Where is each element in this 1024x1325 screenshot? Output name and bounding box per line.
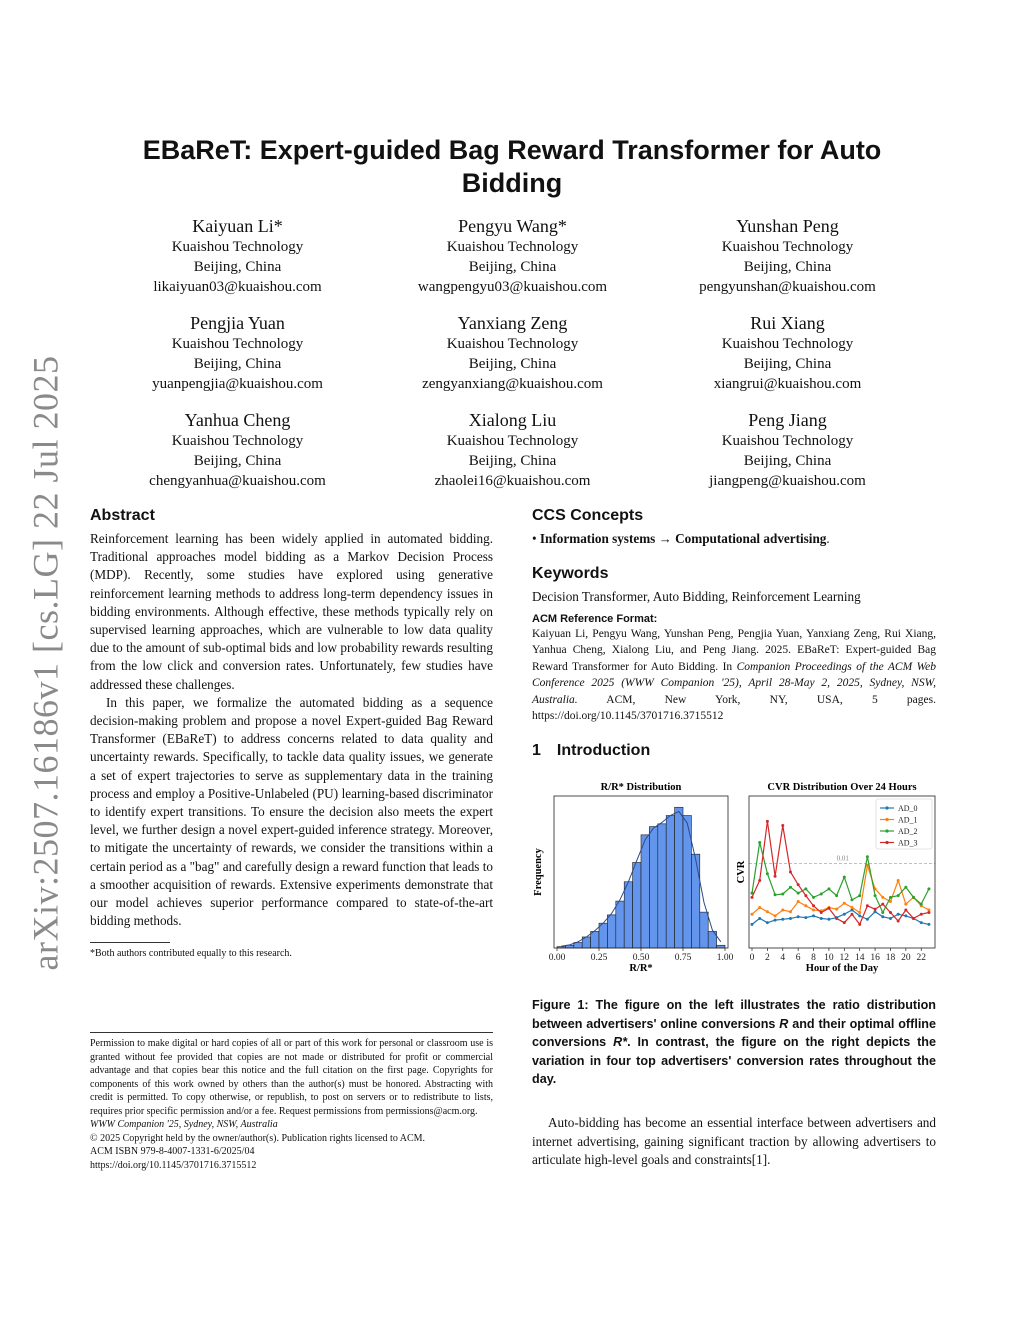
author-name: Xialong Liu [468, 410, 557, 430]
acm-ref-part-2: ACM, New York, NY, USA, 5 pages. https://doi.org/10.1145/3701716.3715512 [532, 693, 936, 723]
author-card [650, 409, 925, 506]
series-point [843, 902, 846, 905]
author-card [375, 312, 650, 409]
series-point [866, 856, 869, 859]
author-org: Kuaishou Technology [446, 239, 579, 255]
author-name: Peng Jiang [748, 410, 827, 430]
arrow-icon: → [658, 531, 672, 546]
series-point [789, 911, 792, 914]
series-point [843, 876, 846, 879]
author-card [375, 215, 650, 312]
permission-text: Permission to make digital or hard copies of all or part of this work for personal or classroom use is granted without fee provided that copies are not made or distributed for profit or commercial advantage and that copies bear this notice and the full citation on the first page. Copyrights for components of this work owned by others than the author(s) must be honored. Abstracting with credit is permitted. To copy otherwise, or republish, to post on servers or to redistribute to lists, requires prior specific permission and/or a fee. Request permissions from permissions@acm.org. [90, 1038, 493, 1117]
series-point [766, 922, 769, 925]
series-point [751, 913, 754, 916]
x-tick-label: 12 [839, 953, 850, 964]
series-point [858, 915, 861, 918]
series-point [920, 922, 923, 925]
author-email[interactable]: zhaolei16@kuaishou.com [434, 473, 591, 489]
histogram-bar [700, 913, 708, 949]
caption-part-1: Figure 1: The figure on the left illustrates the ratio distribution between advertisers' online conversions [532, 998, 936, 1031]
series-point [781, 918, 784, 921]
caption-part-2: and their optimal offline conversions [532, 1016, 937, 1050]
author-location: Beijing, China [193, 453, 282, 469]
footnote-rule [90, 942, 170, 943]
author-row [100, 312, 925, 409]
series-point [851, 899, 854, 902]
series-point [820, 917, 823, 920]
author-row [100, 215, 925, 312]
series-point [866, 905, 869, 908]
series-point [912, 917, 915, 920]
caption-symbol-rstar: R* [613, 1035, 628, 1050]
author-email[interactable]: chengyanhua@kuaishou.com [149, 473, 326, 489]
series-point [804, 905, 807, 908]
series-point [804, 888, 807, 891]
legend-marker [885, 830, 888, 833]
author-location: Beijing, China [468, 453, 557, 469]
series-point [858, 895, 861, 898]
author-org: Kuaishou Technology [446, 433, 579, 449]
series-point [751, 923, 754, 926]
histogram-bar [666, 816, 674, 948]
author-email[interactable]: xiangrui@kuaishou.com [713, 376, 862, 392]
x-tick-label: 0 [749, 953, 755, 964]
legend-marker [885, 841, 888, 844]
series-point [897, 895, 900, 898]
caption-symbol-r: R [779, 1016, 789, 1031]
series-point [897, 913, 900, 916]
ccs-heading: CCS Concepts [532, 507, 644, 524]
x-tick-label: 0.25 [590, 953, 608, 964]
series-point [858, 923, 861, 926]
author-email[interactable]: jiangpeng@kuaishou.com [709, 473, 866, 489]
series-point [827, 888, 830, 891]
series-line-ad-0 [752, 910, 929, 924]
author-location: Beijing, China [743, 356, 832, 372]
section-title: Introduction [556, 742, 651, 760]
series-point [912, 896, 915, 899]
x-tick-label: 1.00 [716, 953, 734, 964]
histogram-xlabel: R/R* [629, 963, 653, 975]
author-email[interactable]: yuanpengjia@kuaishou.com [152, 376, 323, 392]
series-point [758, 906, 761, 909]
series-point [758, 917, 761, 920]
series-point [889, 896, 892, 899]
histogram-title: R/R* Distribution [600, 782, 682, 794]
series-point [774, 894, 777, 897]
histogram-bar [624, 882, 632, 948]
series-point [789, 871, 792, 874]
x-tick-label: 8 [811, 953, 816, 964]
author-location: Beijing, China [193, 356, 282, 372]
series-point [774, 919, 777, 922]
author-location: Beijing, China [743, 453, 832, 469]
histogram-ylabel: Frequency [533, 848, 544, 897]
series-point [751, 896, 754, 899]
series-point [797, 884, 800, 887]
histogram-bar [591, 932, 599, 949]
arxiv-side-label [22, 355, 68, 971]
series-point [804, 917, 807, 920]
author-org: Kuaishou Technology [446, 336, 579, 352]
author-email[interactable]: zengyanxiang@kuaishou.com [422, 376, 603, 392]
author-name: Yanxiang Zeng [457, 313, 568, 333]
series-point [804, 895, 807, 898]
series-point [766, 820, 769, 823]
author-name: Yunshan Peng [736, 216, 839, 236]
author-location: Beijing, China [468, 356, 557, 372]
isbn-line: ACM ISBN 979-8-4007-1331-6/2025/04 [90, 1146, 255, 1157]
series-point [843, 922, 846, 925]
series-point [827, 907, 830, 910]
acm-ref-heading: ACM Reference Format: [532, 613, 658, 625]
series-point [758, 879, 761, 882]
author-org: Kuaishou Technology [171, 239, 304, 255]
author-row [100, 409, 925, 506]
series-point [797, 892, 800, 895]
series-point [835, 895, 838, 898]
series-point [766, 873, 769, 876]
author-name: Pengjia Yuan [190, 313, 285, 333]
legend-marker [885, 807, 888, 810]
author-card [100, 215, 375, 312]
series-point [774, 875, 777, 878]
series-point [851, 906, 854, 909]
series-point [881, 916, 884, 919]
series-point [904, 909, 907, 912]
series-point [835, 908, 838, 911]
series-point [781, 824, 784, 827]
permission-block [90, 1032, 493, 1172]
abstract-paragraph-2: In this paper, we formalize the automated bidding as a sequence decision-making problem and propose a novel Expert-guided Bag Reward Transformer (EBaReT) to address concerns related to data quality and uncertainty rewards. Specifically, to tackle data quality issues, we generate a set of expert trajectories to serve as supplementary data in the training process and employ a Positive-Unlabeled (PU) learning-based discriminator to identify expert transitions. To ensure the decision also meets the expert level, we further design a novel expert-guided inference strategy. Moreover, to mitigate the uncertainty of rewards, we consider the transitions within a certain period as a "bag" and carefully design a reward function that leads to a smoother acquisition of rewards. Extensive experiments demonstrate that our model achieves superior performance compared to state-of-the-art bidding methods. [90, 694, 493, 929]
author-org: Kuaishou Technology [171, 433, 304, 449]
series-point [766, 911, 769, 914]
abstract-heading: Abstract [90, 507, 155, 524]
author-card [100, 312, 375, 409]
histogram-bar [649, 827, 657, 948]
footnote: *Both authors contributed equally to this research. [90, 948, 292, 960]
x-tick-label: 6 [795, 953, 801, 964]
series-point [858, 911, 861, 914]
ccs-bullet: • [532, 531, 537, 546]
author-name: Rui Xiang [750, 313, 825, 333]
author-location: Beijing, China [468, 259, 557, 275]
line-chart-xlabel: Hour of the Day [805, 963, 879, 975]
series-point [797, 900, 800, 903]
x-tick-label: 10 [824, 953, 834, 964]
venue-line: WWW Companion '25, Sydney, NSW, Australia [90, 1119, 278, 1130]
reference-line-label: 0.01 [836, 854, 849, 863]
author-name: Yanhua Cheng [184, 410, 291, 430]
legend-label: AD_1 [898, 815, 918, 825]
legend-label: AD_0 [898, 804, 918, 814]
histogram-bar [717, 946, 725, 949]
author-card [650, 312, 925, 409]
series-point [904, 915, 907, 918]
x-tick-label: 18 [885, 953, 896, 964]
author-name: Kaiyuan Li* [192, 216, 283, 236]
series-point [897, 879, 900, 882]
section-number: 1 [532, 742, 541, 760]
author-block [100, 215, 925, 506]
doi-link[interactable]: https://doi.org/10.1145/3701716.3715512 [90, 1159, 257, 1171]
keywords-text: Decision Transformer, Auto Bidding, Reinforcement Learning [532, 589, 861, 604]
keywords-heading: Keywords [532, 565, 609, 582]
histogram-bar [607, 915, 615, 948]
series-point [789, 917, 792, 920]
intro-paragraph: Auto-bidding has become an essential interface between advertisers and internet advertising, gaining significant traction by allowing advertisers to articulate high-level goals and constraints[1]. [532, 1115, 936, 1167]
x-tick-label: 16 [870, 953, 880, 964]
ccs-item-b: Computational advertising [675, 531, 827, 546]
histogram-bar [691, 855, 699, 949]
legend-label: AD_3 [898, 838, 918, 848]
histogram-bar [599, 924, 607, 949]
line-chart-title: CVR Distribution Over 24 Hours [767, 782, 917, 794]
paper-title: EBaReT: Expert-guided Bag Reward Transformer for Auto Bidding [142, 135, 882, 198]
author-org: Kuaishou Technology [721, 336, 854, 352]
ccs-concepts [532, 530, 936, 548]
series-point [789, 886, 792, 889]
x-tick-label: 0.00 [548, 953, 566, 964]
author-card [650, 215, 925, 312]
acm-ref-text [532, 626, 936, 724]
series-point [812, 905, 815, 908]
author-location: Beijing, China [743, 259, 832, 275]
section-heading-intro [532, 742, 936, 760]
x-tick-label: 14 [854, 953, 865, 964]
series-point [866, 918, 869, 921]
series-point [851, 913, 854, 916]
histogram-bar [641, 835, 649, 948]
series-point [843, 913, 846, 916]
series-point [927, 888, 930, 891]
author-email[interactable]: likaiyuan03@kuaishou.com [153, 279, 322, 295]
series-point [897, 920, 900, 923]
acm-ref-part-1: Kaiyuan Li, Pengyu Wang, Yunshan Peng, Pengjia Yuan, Yanxiang Zeng, Rui Xiang, Yanhua Cheng, Xialong Liu, and Peng Jiang. 2025. EBaReT: Expert-guided Bag Reward Transformer for Auto Bidding. In [532, 628, 936, 673]
acm-ref-venue: Companion Proceedings of the ACM Web Conference 2025 (WWW Companion '25), April 28-May 2, 2025, Sydney, NSW, Australia. [532, 660, 937, 706]
histogram-bar [658, 824, 666, 948]
series-point [881, 896, 884, 899]
figure-1 [532, 776, 936, 976]
series-point [835, 917, 838, 920]
series-point [920, 913, 923, 916]
figure-1-caption [532, 996, 936, 1088]
copyright-line: © 2025 Copyright held by the owner/author(s). Publication rights licensed to ACM. [90, 1132, 426, 1144]
series-point [781, 909, 784, 912]
series-point [889, 911, 892, 914]
x-tick-label: 4 [780, 953, 786, 964]
line-chart-ylabel: CVR [736, 861, 747, 884]
author-card [100, 409, 375, 506]
series-point [812, 915, 815, 918]
series-point [927, 911, 930, 914]
series-point [920, 903, 923, 906]
left-column [90, 506, 493, 960]
series-point [904, 903, 907, 906]
series-point [874, 895, 877, 898]
author-location: Beijing, China [193, 259, 282, 275]
series-point [758, 841, 761, 844]
legend-label: AD_2 [898, 827, 918, 837]
series-point [827, 918, 830, 921]
author-email[interactable]: wangpengyu03@kuaishou.com [417, 279, 608, 295]
series-point [781, 893, 784, 896]
series-point [812, 909, 815, 912]
x-tick-label: 22 [916, 953, 926, 964]
author-org: Kuaishou Technology [171, 336, 304, 352]
caption-part-3: . In contrast, the figure on the right depicts the variation in four top advertisers' conversion rates throughout the day. [532, 1035, 937, 1087]
series-point [812, 896, 815, 899]
x-tick-label: 2 [765, 953, 770, 964]
x-tick-label: 20 [901, 953, 911, 964]
series-point [774, 915, 777, 918]
author-email[interactable]: pengyunshan@kuaishou.com [699, 279, 876, 295]
abstract-paragraph-1: Reinforcement learning has been widely applied in automated bidding. Traditional approaches model bidding as a Markov Decision Process (MDP). Recently, some studies have explored using generative reinforcement learning methods to address long-term dependency issues in bidding environments. Although effective, these methods typically rely on supervised learning approaches, which are vulnerable to low data quality due to the amount of sub-optimal bids and low probability rewards resulting from the low click and conversion rates. Unfortunately, few studies have addressed these challenges. [90, 531, 493, 692]
author-org: Kuaishou Technology [721, 433, 854, 449]
right-column [532, 506, 936, 1169]
ccs-period: . [826, 531, 830, 546]
author-org: Kuaishou Technology [721, 239, 854, 255]
x-tick-label: 0.75 [674, 953, 692, 964]
series-point [874, 908, 877, 911]
x-tick-label: 0.50 [632, 953, 650, 964]
series-point [927, 923, 930, 926]
series-point [889, 917, 892, 920]
series-point [881, 903, 884, 906]
series-point [797, 916, 800, 919]
arxiv-id: arXiv:2507.16186v1 [cs.LG] 22 Jul 2025 [25, 355, 65, 971]
figure-1-charts [532, 776, 936, 976]
author-name: Pengyu Wang* [458, 216, 567, 236]
series-point [881, 911, 884, 914]
author-card [375, 409, 650, 506]
histogram-bar [675, 808, 683, 949]
series-point [820, 911, 823, 914]
histogram-bar [616, 902, 624, 949]
histogram-bar [633, 863, 641, 949]
series-point [820, 893, 823, 896]
series-point [904, 886, 907, 889]
ccs-item-a: Information systems [539, 531, 656, 546]
legend-marker [885, 818, 888, 821]
